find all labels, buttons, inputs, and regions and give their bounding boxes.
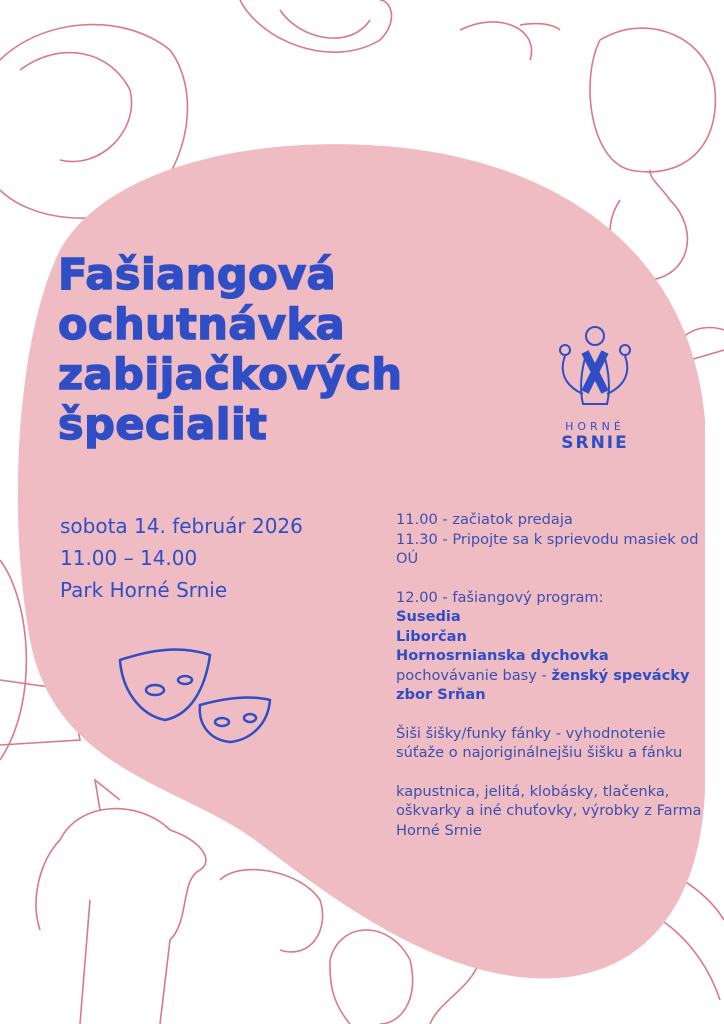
program-line: pochovávanie basy - [396, 666, 552, 684]
event-place: Park Horné Srnie [60, 578, 228, 602]
program-block-sale [396, 510, 716, 569]
village-logo [552, 322, 638, 453]
performer: ženský spevácky zbor Srňan [396, 666, 690, 703]
title-line: Fašiangová [58, 250, 337, 300]
event-title [58, 250, 402, 450]
title-line: zabijačkových [58, 350, 403, 400]
program-block-food: kapustnica, jelitá, klobásky, tlačenka, oškvarky a iné chuťovky, výrobky z Farma Horné Srnie [396, 782, 702, 839]
logo-text-srnie: SRNIE [561, 433, 629, 453]
title-line: špecialit [58, 400, 268, 450]
carnival-masks-icon [110, 640, 280, 750]
program-list [396, 510, 716, 859]
event-time: 11.00 – 14.00 [60, 546, 198, 570]
title-line: ochutnávka [58, 300, 346, 350]
program-block-carnival [396, 588, 716, 705]
saint-emblem-icon [555, 322, 635, 412]
program-block-contest: Šiši šišky/funky fánky - vyhodnotenie súťaže o najoriginálnejšiu šišku a fánku [396, 724, 683, 761]
performer: Hornosrnianska dychovka [396, 647, 609, 664]
event-date: sobota 14. február 2026 [60, 514, 303, 538]
logo-text-horne: HORNÉ [565, 420, 625, 433]
event-details [60, 510, 303, 606]
program-line: 11.00 - začiatok predaja [396, 511, 573, 528]
program-line: 11.30 - Pripojte sa k sprievodu masiek od OÚ [396, 530, 699, 567]
performer: Liborčan [396, 627, 467, 645]
performer: Susedia [396, 608, 461, 625]
program-line: 12.00 - fašiangový program: [396, 588, 604, 606]
